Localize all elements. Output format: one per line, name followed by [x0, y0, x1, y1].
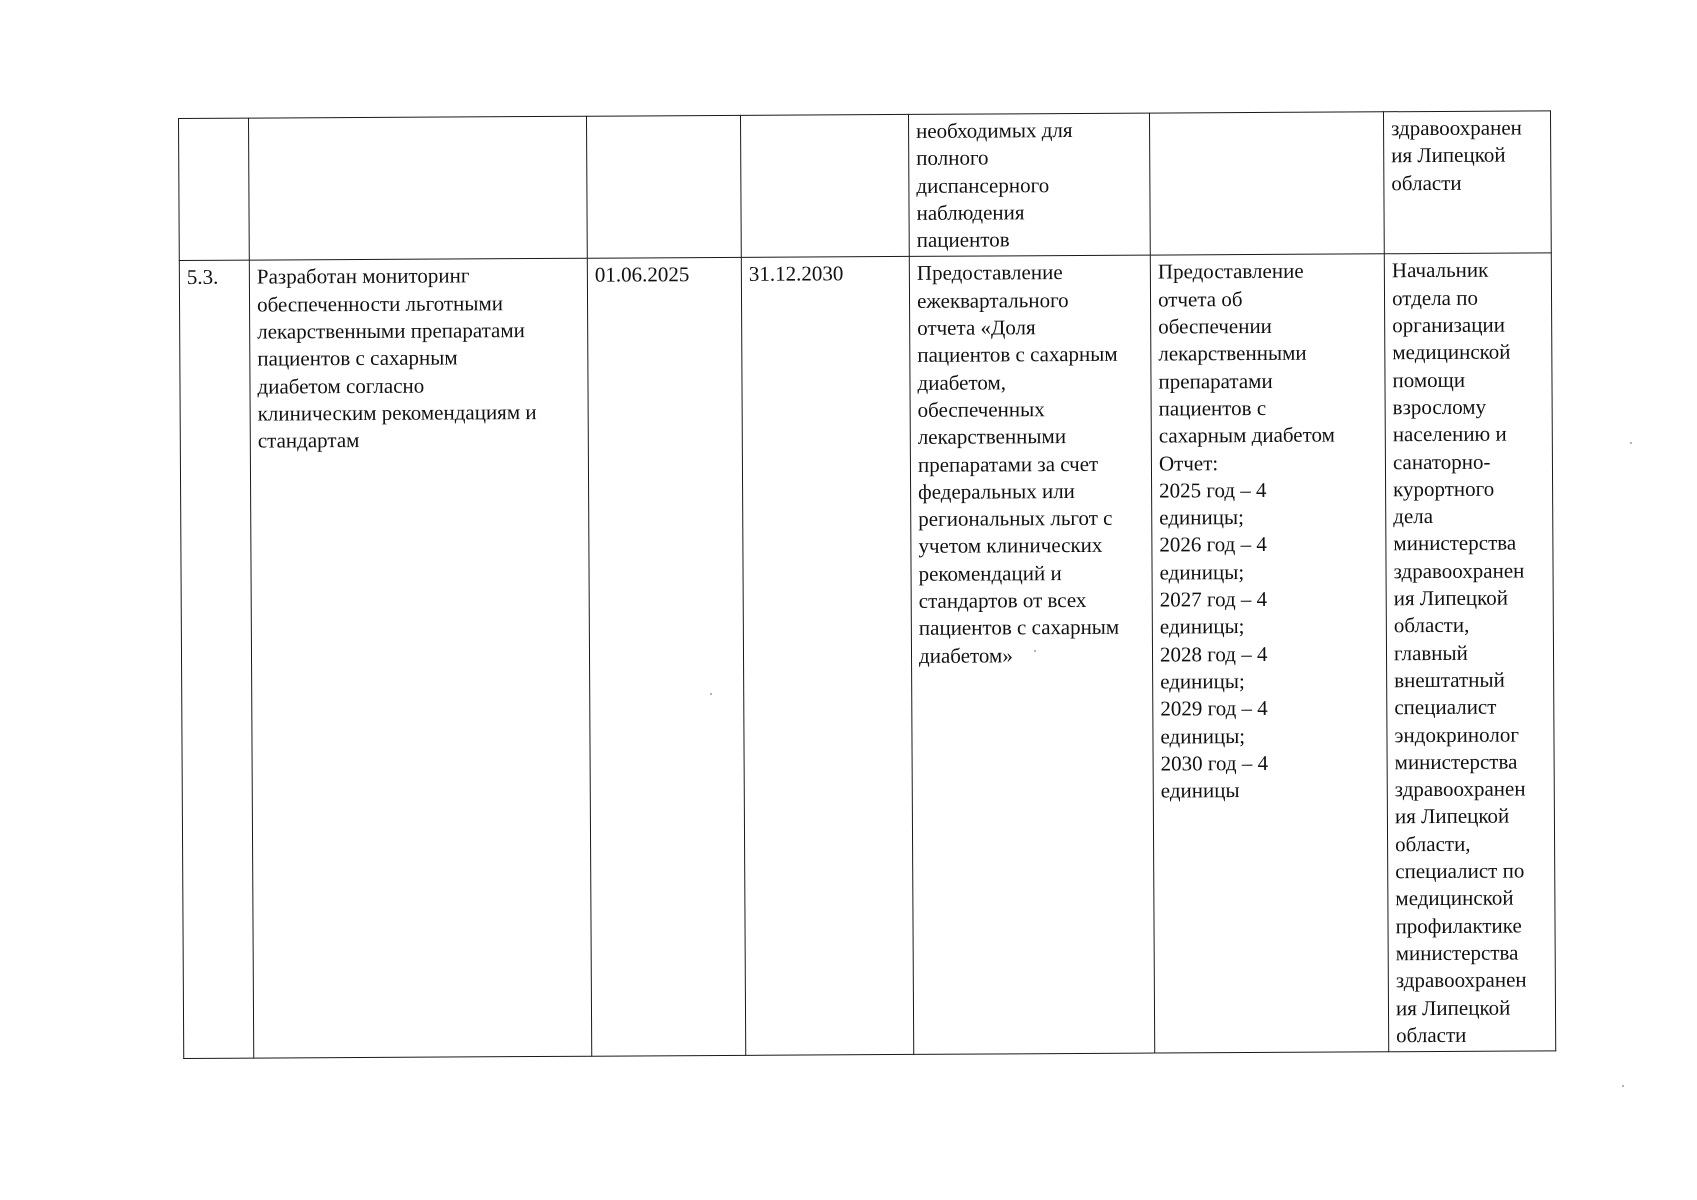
result-cell — [1149, 112, 1384, 256]
scan-speck — [1622, 1085, 1624, 1087]
end-date: 31.12.2030 — [748, 261, 844, 287]
indicator-cell — [909, 256, 1154, 1055]
start-date: 01.06.2025 — [594, 262, 690, 288]
activity-plan-table — [178, 110, 1556, 1059]
result-text: Предоставление отчета об обеспечении лекарственными препаратами пациентов с сахарным диабетом Отчет: 2025 год – 4 единицы; 2026 год – 4 единицы; 2027 год – 4 единицы; 2028 год – 4 единицы; 2029 год – 4 единицы; 2030 год – 4 единицы — [1157, 259, 1335, 803]
table-row — [179, 111, 1552, 261]
end-date-cell — [740, 114, 909, 257]
result-cell — [1150, 254, 1388, 1053]
end-date-cell — [741, 257, 913, 1056]
scan-speck — [710, 693, 712, 695]
result-text — [1157, 115, 1377, 116]
event-cell — [249, 259, 591, 1058]
event-text — [256, 120, 580, 122]
indicator-cell — [908, 113, 1150, 257]
indicator-text: необходимых для полного диспансерного наблюдения пациентов — [916, 118, 1073, 253]
row-number-cell — [179, 118, 250, 261]
event-cell — [249, 116, 588, 260]
start-date — [594, 119, 734, 120]
responsible-text: здравоохранен ия Липецкой области — [1391, 115, 1522, 195]
scan-speck — [1034, 650, 1036, 652]
start-date-cell — [586, 115, 741, 258]
end-date — [748, 118, 902, 119]
responsible-text: Начальник отдела по организации медицинской помощи взрослому населению и санаторно- курортного дела министерства здравоохранен ия Липецкой области, главный внештатный специалист эндокринолог министерства здравоохранен ия Липецкой области, специалист по медицинской профилактике министерства здравоохранен ия Липецкой области — [1391, 258, 1527, 1048]
start-date-cell — [587, 258, 745, 1056]
event-text: Разработан мониторинг обеспеченности льготными лекарственными препаратами пациентов с сахарным диабетом согласно клиническим рекомендациям и стандартам — [256, 263, 537, 453]
table-row — [179, 253, 1555, 1058]
responsible-cell — [1384, 253, 1555, 1052]
responsible-cell — [1383, 111, 1551, 254]
row-number-cell — [179, 261, 253, 1059]
row-number: 5.3. — [186, 265, 219, 290]
scan-speck — [1630, 442, 1632, 444]
indicator-text: Предоставление ежеквартального отчета «Доля пациентов с сахарным диабетом, обеспеченных лекарственными препаратами за счет федеральных или региональных льгот с учетом клинических рекомендаций и стандартов от всех пациентов с сахарным диабетом» — [916, 260, 1120, 668]
